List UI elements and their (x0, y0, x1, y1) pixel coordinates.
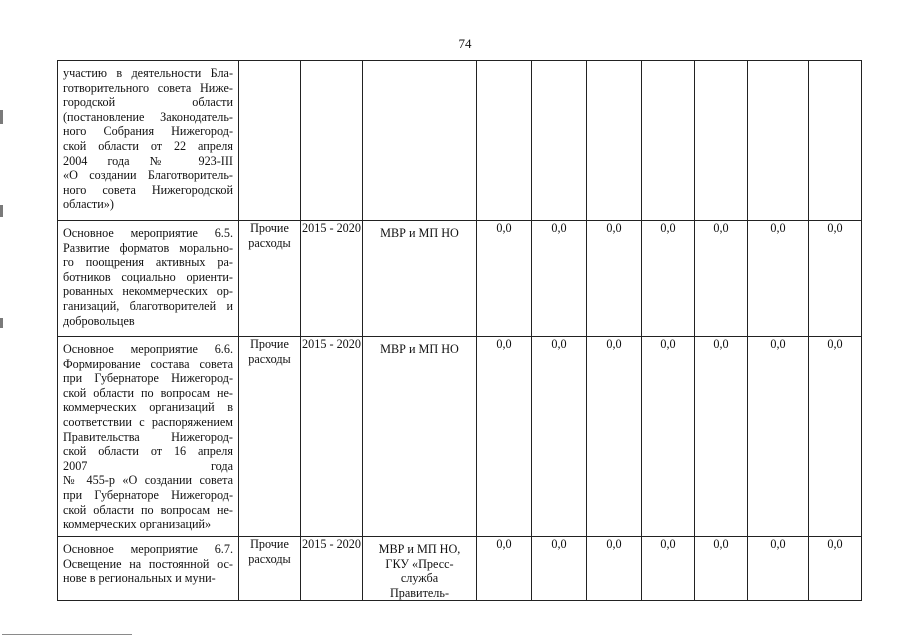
period-cell: 2015 - 2020 (301, 221, 363, 337)
description-line: городской области (63, 95, 233, 110)
executor-cell: МВР и МП НО (363, 337, 477, 537)
value-cell: 0,0 (748, 337, 809, 537)
footnote-rule (2, 634, 132, 635)
expense-type-cell: Прочие расходы (239, 537, 301, 601)
description-line: участию в деятельности Бла- (63, 66, 233, 80)
executor-cell: МВР и МП НО, ГКУ «Пресс-служба Правитель- (363, 537, 477, 601)
expense-type-cell: Прочие расходы (239, 337, 301, 537)
description-line: ской области от 22 апреля (63, 138, 233, 153)
description-line: соответствии с распоряжением (63, 414, 233, 429)
value-cell: 0,0 (642, 337, 695, 537)
executor-cell (363, 61, 477, 221)
description-line: № 455-р «О создании совета (63, 473, 233, 488)
expense-type-cell: Прочие расходы (239, 221, 301, 337)
table-row (58, 337, 862, 537)
description-line: ской области от 16 апреля (63, 444, 233, 459)
value-cell: 0,0 (695, 537, 748, 601)
value-cell: 0,0 (695, 221, 748, 337)
value-cell: 0,0 (587, 221, 642, 337)
value-cell: 0,0 (809, 221, 862, 337)
value-cell: 0,0 (532, 537, 587, 601)
period-cell: 2015 - 2020 (301, 337, 363, 537)
executor-cell: МВР и МП НО (363, 221, 477, 337)
value-cell: 0,0 (477, 337, 532, 537)
table-row (58, 537, 862, 601)
description-line: Основное мероприятие 6.5. (63, 226, 233, 240)
description-line: коммерческих организаций в (63, 400, 233, 415)
description-line: добровольцев (63, 313, 135, 328)
description-cell (58, 537, 239, 601)
description-cell (58, 337, 239, 537)
description-line: (постановление Законодатель- (63, 109, 233, 124)
description-line: 2007 года (63, 458, 233, 473)
value-cell: 0,0 (587, 537, 642, 601)
description-line: Основное мероприятие 6.7. (63, 542, 233, 556)
description-line: Правительства Нижегород- (63, 429, 233, 444)
description-line: Развитие форматов морально- (63, 240, 233, 255)
value-cell: 0,0 (642, 221, 695, 337)
scan-edge-mark (0, 318, 3, 328)
period-cell (301, 61, 363, 221)
value-cell (587, 61, 642, 221)
description-line: коммерческих организаций» (63, 517, 212, 532)
description-line: ного Собрания Нижегород- (63, 124, 233, 139)
scan-edge-mark (0, 110, 3, 124)
value-cell: 0,0 (532, 337, 587, 537)
description-line: области») (63, 197, 114, 212)
value-cell: 0,0 (748, 537, 809, 601)
description-line: ской области по вопросам не- (63, 385, 233, 400)
description-line: при Губернаторе Нижегород- (63, 487, 233, 502)
value-cell (642, 61, 695, 221)
description-line: ской области по вопросам не- (63, 502, 233, 517)
description-line: Основное мероприятие 6.6. (63, 342, 233, 356)
value-cell: 0,0 (809, 537, 862, 601)
description-line: ботников социально ориенти- (63, 269, 233, 284)
description-line: 2004 года № 923-III (63, 153, 233, 168)
description-cell (58, 61, 239, 221)
value-cell: 0,0 (748, 221, 809, 337)
value-cell: 0,0 (642, 537, 695, 601)
period-cell: 2015 - 2020 (301, 537, 363, 601)
description-cell (58, 221, 239, 337)
value-cell (477, 61, 532, 221)
table-row (58, 61, 862, 221)
description-line: рованных некоммерческих ор- (63, 284, 233, 299)
value-cell: 0,0 (587, 337, 642, 537)
scan-edge-mark (0, 205, 3, 217)
expense-type-cell (239, 61, 301, 221)
page-number: 74 (458, 36, 472, 51)
value-cell: 0,0 (809, 337, 862, 537)
value-cell: 0,0 (695, 337, 748, 537)
description-line: при Губернаторе Нижегород- (63, 371, 233, 386)
value-cell (532, 61, 587, 221)
description-line: го поощрения активных ра- (63, 255, 233, 270)
value-cell: 0,0 (532, 221, 587, 337)
value-cell (695, 61, 748, 221)
description-line: Освещение на постоянной ос- (63, 556, 233, 571)
description-line: «О создании Благотворитель- (63, 168, 233, 183)
description-line: ного совета Нижегородской (63, 182, 233, 197)
description-line: Формирование состава совета (63, 356, 233, 371)
value-cell: 0,0 (477, 221, 532, 337)
description-line: нове в региональных и муни- (63, 571, 216, 586)
table-row (58, 221, 862, 337)
description-line: ганизаций, благотворителей и (63, 298, 233, 313)
value-cell: 0,0 (477, 537, 532, 601)
value-cell (748, 61, 809, 221)
expenses-table (57, 60, 862, 601)
value-cell (809, 61, 862, 221)
description-line: готворительного совета Ниже- (63, 80, 233, 95)
